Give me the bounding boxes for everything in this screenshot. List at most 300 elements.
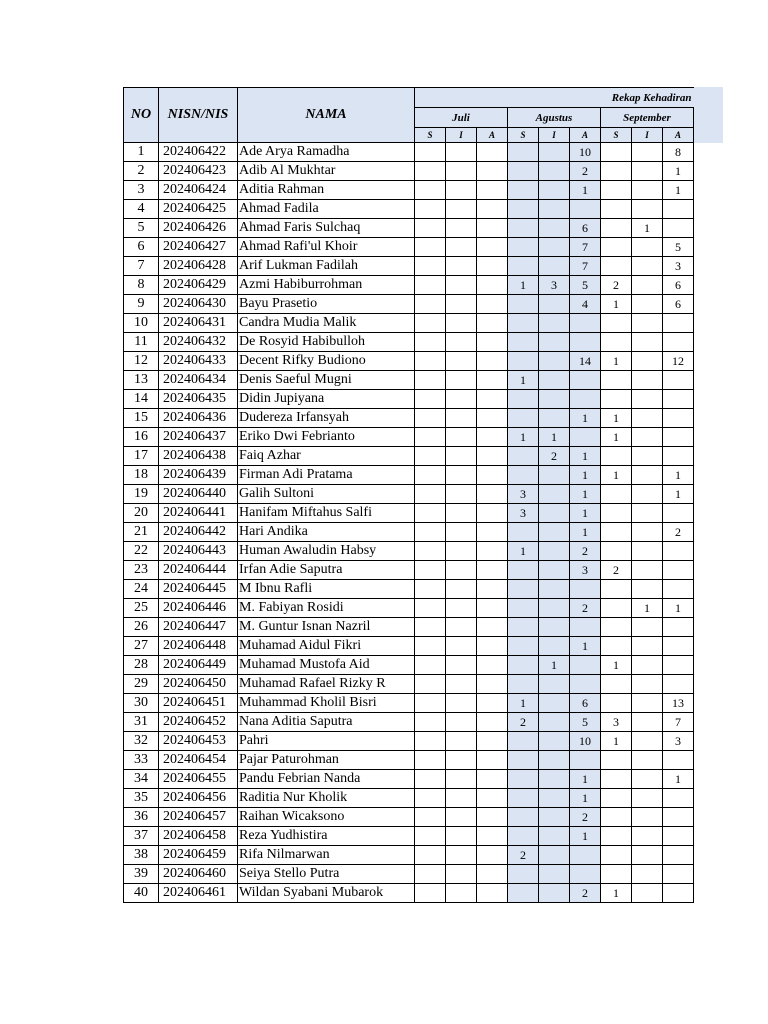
cell-juli-s[interactable] (415, 846, 446, 865)
cell-no[interactable]: 29 (124, 675, 159, 694)
cell-agustus-s[interactable] (508, 181, 539, 200)
cell-agustus-s[interactable] (508, 390, 539, 409)
cell-nama[interactable]: Bayu Prasetio (238, 295, 415, 314)
cell-nama[interactable]: Wildan Syabani Mubarok (238, 884, 415, 903)
cell-september-s[interactable]: 1 (601, 295, 632, 314)
cell-agustus-s[interactable] (508, 770, 539, 789)
cell-september-s[interactable]: 1 (601, 884, 632, 903)
cell-september-s[interactable]: 1 (601, 466, 632, 485)
cell-september-s[interactable] (601, 580, 632, 599)
cell-agustus-i[interactable] (539, 200, 570, 219)
cell-september-s[interactable]: 1 (601, 428, 632, 447)
cell-september-s[interactable]: 1 (601, 409, 632, 428)
cell-agustus-s[interactable] (508, 295, 539, 314)
cell-no[interactable]: 31 (124, 713, 159, 732)
cell-september-i[interactable] (632, 238, 663, 257)
cell-agustus-i[interactable] (539, 580, 570, 599)
cell-nama[interactable]: De Rosyid Habibulloh (238, 333, 415, 352)
cell-no[interactable]: 21 (124, 523, 159, 542)
cell-agustus-a[interactable]: 6 (570, 219, 601, 238)
cell-nisn[interactable]: 202406434 (159, 371, 238, 390)
cell-nama[interactable]: Rifa Nilmarwan (238, 846, 415, 865)
cell-juli-a[interactable] (477, 466, 508, 485)
cell-juli-a[interactable] (477, 333, 508, 352)
cell-september-s[interactable] (601, 865, 632, 884)
cell-nama[interactable]: Pahri (238, 732, 415, 751)
cell-juli-a[interactable] (477, 371, 508, 390)
cell-juli-i[interactable] (446, 637, 477, 656)
cell-juli-s[interactable] (415, 162, 446, 181)
cell-no[interactable]: 30 (124, 694, 159, 713)
cell-juli-a[interactable] (477, 580, 508, 599)
cell-agustus-i[interactable] (539, 599, 570, 618)
cell-nisn[interactable]: 202406429 (159, 276, 238, 295)
cell-agustus-i[interactable] (539, 181, 570, 200)
cell-september-s[interactable] (601, 846, 632, 865)
cell-agustus-s[interactable]: 1 (508, 542, 539, 561)
cell-juli-a[interactable] (477, 428, 508, 447)
cell-september-i[interactable] (632, 143, 663, 162)
cell-agustus-i[interactable] (539, 409, 570, 428)
cell-no[interactable]: 38 (124, 846, 159, 865)
cell-juli-a[interactable] (477, 808, 508, 827)
cell-agustus-i[interactable] (539, 732, 570, 751)
cell-september-a[interactable] (663, 884, 694, 903)
cell-september-s[interactable] (601, 238, 632, 257)
cell-agustus-s[interactable] (508, 751, 539, 770)
cell-juli-s[interactable] (415, 447, 446, 466)
cell-agustus-a[interactable]: 1 (570, 466, 601, 485)
cell-nisn[interactable]: 202406446 (159, 599, 238, 618)
cell-september-a[interactable] (663, 504, 694, 523)
cell-agustus-a[interactable]: 2 (570, 542, 601, 561)
cell-juli-s[interactable] (415, 257, 446, 276)
cell-agustus-i[interactable] (539, 371, 570, 390)
cell-no[interactable]: 36 (124, 808, 159, 827)
cell-agustus-a[interactable] (570, 580, 601, 599)
cell-september-i[interactable] (632, 561, 663, 580)
cell-september-s[interactable] (601, 162, 632, 181)
cell-juli-i[interactable] (446, 200, 477, 219)
cell-no[interactable]: 24 (124, 580, 159, 599)
cell-nama[interactable]: Irfan Adie Saputra (238, 561, 415, 580)
cell-september-i[interactable] (632, 466, 663, 485)
cell-agustus-a[interactable] (570, 428, 601, 447)
cell-juli-s[interactable] (415, 504, 446, 523)
cell-juli-s[interactable] (415, 352, 446, 371)
cell-juli-a[interactable] (477, 694, 508, 713)
cell-juli-a[interactable] (477, 770, 508, 789)
cell-nisn[interactable]: 202406444 (159, 561, 238, 580)
cell-nama[interactable]: Muhammad Kholil Bisri (238, 694, 415, 713)
cell-juli-s[interactable] (415, 523, 446, 542)
cell-juli-i[interactable] (446, 542, 477, 561)
cell-nisn[interactable]: 202406448 (159, 637, 238, 656)
cell-juli-i[interactable] (446, 390, 477, 409)
cell-september-a[interactable]: 1 (663, 181, 694, 200)
cell-september-a[interactable] (663, 580, 694, 599)
cell-agustus-i[interactable] (539, 694, 570, 713)
cell-september-s[interactable] (601, 827, 632, 846)
cell-september-a[interactable]: 2 (663, 523, 694, 542)
cell-september-a[interactable]: 1 (663, 162, 694, 181)
cell-september-i[interactable] (632, 371, 663, 390)
cell-juli-a[interactable] (477, 542, 508, 561)
cell-agustus-i[interactable]: 1 (539, 428, 570, 447)
cell-no[interactable]: 10 (124, 314, 159, 333)
cell-no[interactable]: 40 (124, 884, 159, 903)
cell-september-a[interactable] (663, 561, 694, 580)
cell-september-a[interactable] (663, 219, 694, 238)
cell-nama[interactable]: Aditia Rahman (238, 181, 415, 200)
cell-september-a[interactable] (663, 542, 694, 561)
cell-agustus-s[interactable]: 2 (508, 713, 539, 732)
cell-juli-s[interactable] (415, 808, 446, 827)
cell-no[interactable]: 33 (124, 751, 159, 770)
cell-nama[interactable]: Seiya Stello Putra (238, 865, 415, 884)
cell-no[interactable]: 15 (124, 409, 159, 428)
cell-agustus-s[interactable] (508, 200, 539, 219)
cell-juli-a[interactable] (477, 523, 508, 542)
cell-nisn[interactable]: 202406439 (159, 466, 238, 485)
cell-agustus-s[interactable] (508, 580, 539, 599)
cell-juli-s[interactable] (415, 713, 446, 732)
cell-no[interactable]: 9 (124, 295, 159, 314)
cell-agustus-i[interactable] (539, 333, 570, 352)
cell-juli-a[interactable] (477, 751, 508, 770)
cell-september-s[interactable]: 2 (601, 561, 632, 580)
cell-juli-a[interactable] (477, 637, 508, 656)
cell-agustus-i[interactable] (539, 352, 570, 371)
cell-no[interactable]: 37 (124, 827, 159, 846)
cell-september-s[interactable] (601, 770, 632, 789)
cell-september-a[interactable]: 1 (663, 599, 694, 618)
cell-agustus-a[interactable]: 1 (570, 447, 601, 466)
cell-september-a[interactable]: 8 (663, 143, 694, 162)
cell-september-s[interactable] (601, 314, 632, 333)
cell-september-a[interactable] (663, 618, 694, 637)
cell-september-a[interactable] (663, 447, 694, 466)
cell-juli-s[interactable] (415, 751, 446, 770)
cell-no[interactable]: 25 (124, 599, 159, 618)
cell-nama[interactable]: M. Fabiyan Rosidi (238, 599, 415, 618)
cell-juli-i[interactable] (446, 618, 477, 637)
cell-juli-s[interactable] (415, 143, 446, 162)
cell-september-s[interactable] (601, 542, 632, 561)
cell-nisn[interactable]: 202406430 (159, 295, 238, 314)
cell-juli-i[interactable] (446, 162, 477, 181)
cell-juli-a[interactable] (477, 675, 508, 694)
cell-september-i[interactable] (632, 542, 663, 561)
cell-agustus-s[interactable]: 1 (508, 276, 539, 295)
cell-nisn[interactable]: 202406441 (159, 504, 238, 523)
cell-nisn[interactable]: 202406426 (159, 219, 238, 238)
cell-agustus-a[interactable]: 6 (570, 694, 601, 713)
cell-september-i[interactable] (632, 352, 663, 371)
cell-september-i[interactable] (632, 409, 663, 428)
cell-juli-s[interactable] (415, 542, 446, 561)
cell-no[interactable]: 32 (124, 732, 159, 751)
cell-agustus-a[interactable] (570, 865, 601, 884)
cell-agustus-i[interactable] (539, 865, 570, 884)
cell-september-a[interactable] (663, 656, 694, 675)
cell-nama[interactable]: Reza Yudhistira (238, 827, 415, 846)
cell-nama[interactable]: Human Awaludin Habsy (238, 542, 415, 561)
cell-agustus-s[interactable] (508, 827, 539, 846)
cell-nisn[interactable]: 202406456 (159, 789, 238, 808)
cell-juli-i[interactable] (446, 599, 477, 618)
cell-agustus-s[interactable] (508, 656, 539, 675)
cell-juli-s[interactable] (415, 390, 446, 409)
cell-juli-s[interactable] (415, 580, 446, 599)
cell-september-s[interactable] (601, 371, 632, 390)
cell-nisn[interactable]: 202406450 (159, 675, 238, 694)
cell-september-i[interactable] (632, 827, 663, 846)
cell-juli-s[interactable] (415, 409, 446, 428)
cell-agustus-s[interactable] (508, 162, 539, 181)
cell-september-a[interactable] (663, 333, 694, 352)
cell-agustus-a[interactable] (570, 314, 601, 333)
cell-september-a[interactable] (663, 200, 694, 219)
cell-nama[interactable]: Pajar Paturohman (238, 751, 415, 770)
cell-nama[interactable]: Pandu Febrian Nanda (238, 770, 415, 789)
cell-juli-s[interactable] (415, 276, 446, 295)
cell-september-s[interactable] (601, 181, 632, 200)
cell-no[interactable]: 12 (124, 352, 159, 371)
cell-agustus-a[interactable]: 7 (570, 257, 601, 276)
cell-agustus-i[interactable] (539, 846, 570, 865)
cell-no[interactable]: 27 (124, 637, 159, 656)
cell-agustus-a[interactable]: 1 (570, 409, 601, 428)
cell-nisn[interactable]: 202406447 (159, 618, 238, 637)
cell-nisn[interactable]: 202406461 (159, 884, 238, 903)
cell-juli-i[interactable] (446, 713, 477, 732)
cell-juli-s[interactable] (415, 656, 446, 675)
cell-nisn[interactable]: 202406428 (159, 257, 238, 276)
cell-september-i[interactable]: 1 (632, 219, 663, 238)
cell-juli-a[interactable] (477, 865, 508, 884)
cell-september-i[interactable] (632, 162, 663, 181)
cell-no[interactable]: 16 (124, 428, 159, 447)
cell-september-i[interactable] (632, 675, 663, 694)
cell-nisn[interactable]: 202406457 (159, 808, 238, 827)
cell-juli-s[interactable] (415, 770, 446, 789)
cell-juli-a[interactable] (477, 409, 508, 428)
cell-juli-a[interactable] (477, 713, 508, 732)
cell-juli-s[interactable] (415, 561, 446, 580)
cell-agustus-a[interactable]: 5 (570, 276, 601, 295)
cell-nisn[interactable]: 202406433 (159, 352, 238, 371)
cell-agustus-s[interactable] (508, 808, 539, 827)
cell-agustus-a[interactable]: 1 (570, 770, 601, 789)
cell-nama[interactable]: Galih Sultoni (238, 485, 415, 504)
cell-september-a[interactable] (663, 675, 694, 694)
cell-juli-a[interactable] (477, 181, 508, 200)
cell-september-a[interactable] (663, 846, 694, 865)
cell-agustus-a[interactable]: 2 (570, 808, 601, 827)
cell-nama[interactable]: Muhamad Aidul Fikri (238, 637, 415, 656)
cell-agustus-s[interactable] (508, 409, 539, 428)
cell-agustus-a[interactable]: 14 (570, 352, 601, 371)
cell-no[interactable]: 3 (124, 181, 159, 200)
cell-nisn[interactable]: 202406442 (159, 523, 238, 542)
cell-nama[interactable]: Hari Andika (238, 523, 415, 542)
cell-agustus-a[interactable] (570, 200, 601, 219)
cell-nama[interactable]: Ade Arya Ramadha (238, 143, 415, 162)
cell-agustus-i[interactable] (539, 808, 570, 827)
cell-september-i[interactable] (632, 656, 663, 675)
cell-agustus-s[interactable] (508, 143, 539, 162)
cell-september-s[interactable] (601, 333, 632, 352)
cell-agustus-i[interactable] (539, 219, 570, 238)
cell-nisn[interactable]: 202406425 (159, 200, 238, 219)
cell-juli-i[interactable] (446, 314, 477, 333)
cell-agustus-i[interactable] (539, 675, 570, 694)
cell-juli-i[interactable] (446, 808, 477, 827)
cell-nama[interactable]: Muhamad Rafael Rizky R (238, 675, 415, 694)
cell-september-i[interactable] (632, 333, 663, 352)
cell-juli-i[interactable] (446, 504, 477, 523)
cell-september-a[interactable] (663, 827, 694, 846)
cell-september-a[interactable]: 3 (663, 732, 694, 751)
cell-no[interactable]: 22 (124, 542, 159, 561)
cell-agustus-s[interactable] (508, 238, 539, 257)
cell-juli-a[interactable] (477, 485, 508, 504)
cell-agustus-s[interactable] (508, 732, 539, 751)
cell-agustus-a[interactable]: 1 (570, 827, 601, 846)
cell-september-s[interactable] (601, 618, 632, 637)
cell-september-s[interactable] (601, 599, 632, 618)
cell-juli-i[interactable] (446, 409, 477, 428)
cell-september-s[interactable]: 1 (601, 656, 632, 675)
cell-juli-i[interactable] (446, 523, 477, 542)
cell-juli-s[interactable] (415, 637, 446, 656)
cell-juli-a[interactable] (477, 561, 508, 580)
cell-september-s[interactable] (601, 200, 632, 219)
cell-september-s[interactable]: 1 (601, 352, 632, 371)
cell-agustus-s[interactable] (508, 884, 539, 903)
cell-juli-s[interactable] (415, 865, 446, 884)
cell-no[interactable]: 11 (124, 333, 159, 352)
cell-juli-i[interactable] (446, 656, 477, 675)
cell-september-i[interactable] (632, 618, 663, 637)
cell-juli-a[interactable] (477, 504, 508, 523)
cell-september-i[interactable] (632, 523, 663, 542)
cell-juli-s[interactable] (415, 675, 446, 694)
cell-agustus-s[interactable] (508, 618, 539, 637)
cell-agustus-a[interactable]: 3 (570, 561, 601, 580)
cell-no[interactable]: 4 (124, 200, 159, 219)
cell-september-s[interactable] (601, 504, 632, 523)
cell-agustus-a[interactable] (570, 846, 601, 865)
cell-agustus-a[interactable]: 1 (570, 789, 601, 808)
cell-no[interactable]: 14 (124, 390, 159, 409)
cell-no[interactable]: 17 (124, 447, 159, 466)
cell-juli-s[interactable] (415, 599, 446, 618)
cell-september-s[interactable]: 1 (601, 732, 632, 751)
cell-agustus-s[interactable] (508, 637, 539, 656)
cell-nisn[interactable]: 202406422 (159, 143, 238, 162)
cell-juli-a[interactable] (477, 599, 508, 618)
cell-no[interactable]: 2 (124, 162, 159, 181)
cell-september-a[interactable]: 3 (663, 257, 694, 276)
cell-juli-s[interactable] (415, 200, 446, 219)
cell-juli-s[interactable] (415, 219, 446, 238)
cell-agustus-a[interactable]: 2 (570, 599, 601, 618)
cell-agustus-a[interactable]: 5 (570, 713, 601, 732)
cell-september-i[interactable] (632, 884, 663, 903)
cell-juli-i[interactable] (446, 561, 477, 580)
cell-juli-i[interactable] (446, 181, 477, 200)
cell-nisn[interactable]: 202406458 (159, 827, 238, 846)
cell-no[interactable]: 23 (124, 561, 159, 580)
cell-juli-s[interactable] (415, 314, 446, 333)
cell-september-s[interactable]: 2 (601, 276, 632, 295)
cell-nama[interactable]: Faiq Azhar (238, 447, 415, 466)
cell-juli-i[interactable] (446, 352, 477, 371)
cell-juli-i[interactable] (446, 238, 477, 257)
cell-nisn[interactable]: 202406438 (159, 447, 238, 466)
cell-september-i[interactable] (632, 257, 663, 276)
cell-agustus-a[interactable] (570, 371, 601, 390)
cell-nama[interactable]: Decent Rifky Budiono (238, 352, 415, 371)
cell-no[interactable]: 8 (124, 276, 159, 295)
cell-september-i[interactable] (632, 732, 663, 751)
cell-agustus-i[interactable] (539, 314, 570, 333)
cell-agustus-a[interactable]: 1 (570, 485, 601, 504)
cell-agustus-s[interactable] (508, 523, 539, 542)
cell-nisn[interactable]: 202406431 (159, 314, 238, 333)
cell-agustus-i[interactable] (539, 504, 570, 523)
cell-juli-s[interactable] (415, 466, 446, 485)
cell-agustus-s[interactable] (508, 219, 539, 238)
cell-september-s[interactable] (601, 447, 632, 466)
cell-juli-i[interactable] (446, 580, 477, 599)
cell-nisn[interactable]: 202406437 (159, 428, 238, 447)
cell-agustus-a[interactable] (570, 656, 601, 675)
cell-september-s[interactable] (601, 523, 632, 542)
cell-agustus-i[interactable] (539, 770, 570, 789)
cell-no[interactable]: 28 (124, 656, 159, 675)
cell-september-a[interactable]: 13 (663, 694, 694, 713)
cell-agustus-s[interactable]: 1 (508, 371, 539, 390)
cell-september-i[interactable] (632, 846, 663, 865)
cell-nisn[interactable]: 202406449 (159, 656, 238, 675)
cell-september-a[interactable] (663, 865, 694, 884)
cell-agustus-a[interactable]: 10 (570, 143, 601, 162)
cell-agustus-i[interactable] (539, 485, 570, 504)
cell-agustus-i[interactable] (539, 295, 570, 314)
cell-no[interactable]: 19 (124, 485, 159, 504)
cell-september-s[interactable] (601, 143, 632, 162)
cell-september-i[interactable] (632, 694, 663, 713)
cell-juli-s[interactable] (415, 884, 446, 903)
cell-no[interactable]: 7 (124, 257, 159, 276)
cell-nama[interactable]: Raditia Nur Kholik (238, 789, 415, 808)
cell-agustus-a[interactable]: 2 (570, 162, 601, 181)
cell-agustus-i[interactable] (539, 523, 570, 542)
cell-agustus-a[interactable] (570, 333, 601, 352)
cell-no[interactable]: 26 (124, 618, 159, 637)
cell-nisn[interactable]: 202406443 (159, 542, 238, 561)
cell-september-a[interactable]: 1 (663, 485, 694, 504)
cell-september-a[interactable]: 6 (663, 295, 694, 314)
cell-juli-a[interactable] (477, 884, 508, 903)
cell-no[interactable]: 6 (124, 238, 159, 257)
cell-juli-i[interactable] (446, 732, 477, 751)
cell-nisn[interactable]: 202406459 (159, 846, 238, 865)
cell-september-a[interactable]: 1 (663, 466, 694, 485)
